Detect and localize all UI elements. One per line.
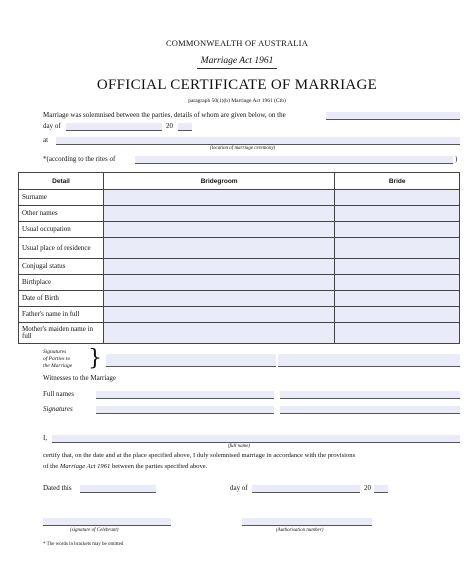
dated-year-field[interactable] (374, 485, 388, 493)
celebrant-name-field[interactable] (52, 435, 460, 443)
header-bridegroom: Bridegroom (104, 173, 335, 190)
authorisation-number-field[interactable] (242, 518, 372, 526)
celebrant-signature-caption: (signature of Celebrant) (70, 528, 119, 533)
marriage-location-field[interactable] (56, 137, 460, 145)
row-label: Conjugal status (19, 259, 104, 275)
certify-line-2-prefix: of the (43, 463, 59, 470)
bridegroom-cell[interactable] (104, 206, 335, 222)
parties-signature-label-3: the Marriage (43, 363, 73, 369)
witness2-signature-field[interactable] (280, 406, 460, 414)
certify-line-2-suffix: between the parties specified above. (111, 463, 208, 470)
rites-field[interactable] (135, 156, 453, 164)
commonwealth-heading: COMMONWEALTH OF AUSTRALIA (165, 38, 309, 48)
day-of-label: day of (43, 122, 61, 130)
intro-line: Marriage was solemnised between the parties, details of whom are given below, on the (43, 111, 286, 119)
header-detail: Detail (19, 173, 104, 190)
marriage-year-field[interactable] (178, 123, 192, 131)
bride-cell[interactable] (335, 307, 460, 323)
table-row (19, 259, 460, 275)
details-table (18, 172, 460, 344)
bridegroom-cell[interactable] (104, 222, 335, 238)
row-label: Usual place of residence (19, 238, 104, 259)
rites-label: *(according to the rites of (43, 155, 116, 163)
bride-cell[interactable] (335, 238, 460, 259)
table-row (19, 275, 460, 291)
table-row (19, 238, 460, 259)
bride-signature-field[interactable] (278, 354, 460, 367)
bride-cell[interactable] (335, 291, 460, 307)
header-bride: Bride (335, 173, 460, 190)
bridegroom-cell[interactable] (104, 291, 335, 307)
brace-symbol: } (88, 346, 102, 371)
witnesses-label: Witnesses to the Marriage (43, 374, 117, 382)
row-label: Surname (19, 190, 104, 206)
table-row (19, 222, 460, 238)
authorisation-number-caption: (Authorisation number) (276, 528, 324, 533)
marriage-day-field[interactable] (326, 112, 460, 120)
certificate-title: OFFICIAL CERTIFICATE OF MARRIAGE (96, 77, 378, 93)
bridegroom-signature-field[interactable] (106, 354, 276, 367)
certify-line-1: certify that, on the date and at the place specified above, I duly solemnised marriage in accordance with the provisions (43, 452, 356, 459)
footnote: * The words in brackets may be omitted (43, 542, 124, 547)
at-label: at (43, 136, 49, 144)
table-row (19, 206, 460, 222)
dated-month-field[interactable] (252, 485, 360, 493)
marriage-month-field[interactable] (66, 123, 162, 131)
dated-day-field[interactable] (80, 485, 156, 493)
paragraph-reference: paragraph 50(1)(b) Marriage Act 1961 (Cth) (188, 98, 286, 104)
bride-cell[interactable] (335, 190, 460, 206)
year-prefix: 20 (166, 122, 173, 130)
bridegroom-cell[interactable] (104, 259, 335, 275)
row-label: Other names (19, 206, 104, 222)
witness1-signature-field[interactable] (96, 406, 274, 414)
full-name-caption: (full name) (228, 444, 251, 449)
full-names-label: Full names (43, 390, 74, 398)
act-underline (197, 68, 277, 69)
bride-cell[interactable] (335, 323, 460, 344)
rites-close: ) (455, 155, 458, 163)
bride-cell[interactable] (335, 222, 460, 238)
table-row (19, 291, 460, 307)
dated-this-label: Dated this (43, 484, 72, 492)
parties-signature-label-2: of Parties to (43, 356, 71, 362)
bridegroom-cell[interactable] (104, 307, 335, 323)
bride-cell[interactable] (335, 206, 460, 222)
row-label: Mother's maiden name in full (19, 323, 104, 344)
bridegroom-cell[interactable] (104, 323, 335, 344)
bride-cell[interactable] (335, 259, 460, 275)
table-row (19, 190, 460, 206)
parties-signature-label-1: Signatures (43, 349, 67, 355)
location-caption: (location of marriage ceremony) (210, 146, 276, 151)
bridegroom-cell[interactable] (104, 190, 335, 206)
witness2-name-field[interactable] (280, 391, 460, 399)
bridegroom-cell[interactable] (104, 275, 335, 291)
certify-line-2-act: Marriage Act 1961 (59, 463, 111, 470)
bride-cell[interactable] (335, 275, 460, 291)
bridegroom-cell[interactable] (104, 238, 335, 259)
act-heading: Marriage Act 1961 (200, 56, 274, 66)
dated-day-of-label: day of (230, 484, 248, 492)
row-label: Date of Birth (19, 291, 104, 307)
row-label: Usual occupation (19, 222, 104, 238)
table-row (19, 323, 460, 344)
row-label: Father's name in full (19, 307, 104, 323)
table-row (19, 307, 460, 323)
celebrant-signature-field[interactable] (43, 518, 171, 526)
certify-line-2 (43, 463, 207, 470)
witness1-name-field[interactable] (96, 391, 274, 399)
dated-year-prefix: 20 (364, 484, 371, 492)
row-label: Birthplace (19, 275, 104, 291)
certify-i-label: I, (43, 434, 48, 442)
witness-signatures-label: Signatures (43, 405, 73, 413)
